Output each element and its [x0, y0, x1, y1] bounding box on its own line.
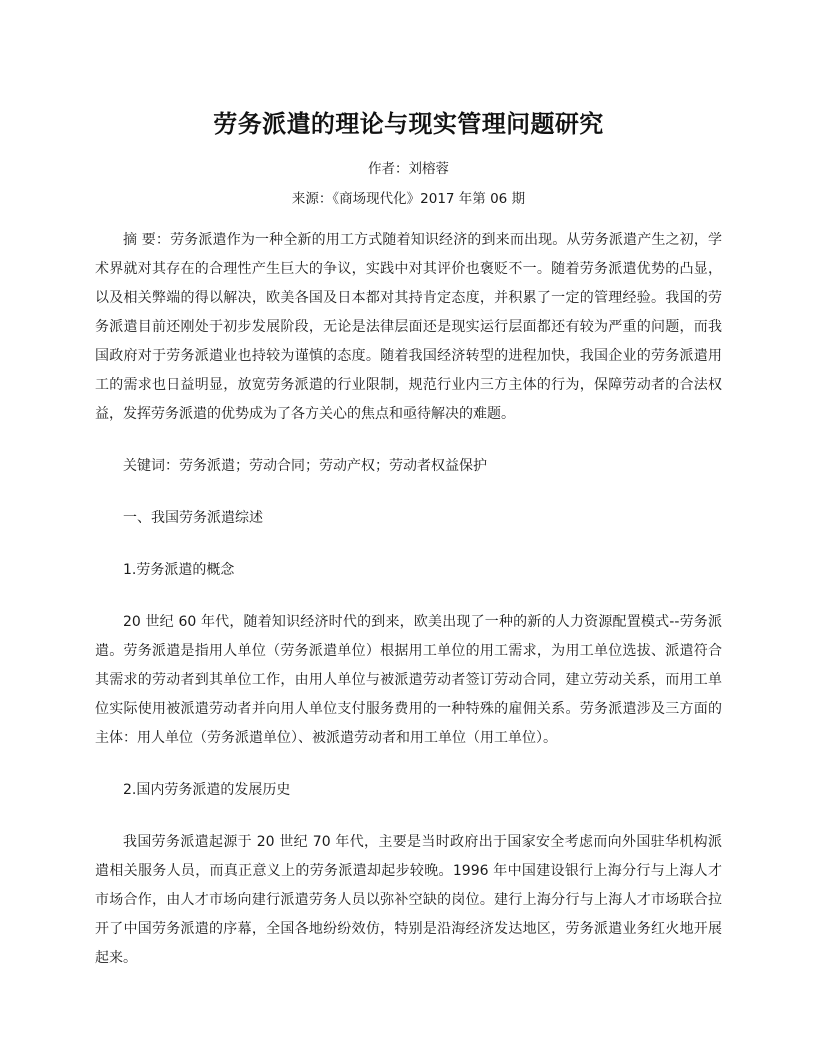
- subsection-heading-1: 1.劳务派遣的概念: [123, 562, 235, 578]
- document-body: [95, 209, 722, 973]
- page-title: 劳务派遣的理论与现实管理问题研究: [213, 110, 604, 138]
- keywords-line: 关键词：劳务派遣；劳动合同；劳动产权；劳动者权益保护: [123, 458, 487, 474]
- author-byline: 作者：刘榕蓉: [368, 161, 449, 177]
- subsection-2-paragraph: 我国劳务派遣起源于 20 世纪 70 年代，主要是当时政府出于国家安全考虑而向外国驻华机构派遣相关服务人员，而真正意义上的劳务派遣却起步较晚。1996 年中国建设银行上海分行与上海人才市场合作，由人才市场向建行派遣劳务人员以弥补空缺的岗位。建行上海分行与上海人才市场联合拉开了中国劳务派遣的序幕，全国各地纷纷效仿，特别是沿海经济发达地区，劳务派遣业务红火地开展起来。: [95, 834, 722, 966]
- abstract-paragraph: 摘 要：劳务派遣作为一种全新的用工方式随着知识经济的到来而出现。从劳务派遣产生之初，学术界就对其存在的合理性产生巨大的争议，实践中对其评价也褒贬不一。随着劳务派遣优势的凸显，以及相关弊端的得以解决，欧美各国及日本都对其持肯定态度，并积累了一定的管理经验。我国的劳务派遣目前还刚处于初步发展阶段，无论是法律层面还是现实运行层面都还有较为严重的问题，而我国政府对于劳务派遣业也持较为谨慎的态度。随着我国经济转型的进程加快，我国企业的劳务派遣用工的需求也日益明显，放宽劳务派遣的行业限制，规范行业内三方主体的行为，保障劳动者的合法权益，发挥劳务派遣的优势成为了各方关心的焦点和亟待解决的难题。: [95, 232, 722, 422]
- subsection-1-paragraph: 20 世纪 60 年代，随着知识经济时代的到来，欧美出现了一种的新的人力资源配置模式--劳务派遣。劳务派遣是指用人单位（劳务派遣单位）根据用工单位的用工需求，为用工单位选拔、派遣符合其需求的劳动者到其单位工作，由用人单位与被派遣劳动者签订劳动合同，建立劳动关系，而用工单位实际使用被派遣劳动者并向用人单位支付服务费用的一种特殊的雇佣关系。劳务派遣涉及三方面的主体：用人单位（劳务派遣单位）、被派遣劳动者和用工单位（用工单位）。: [95, 614, 722, 746]
- section-heading-1: 一、我国劳务派遣综述: [123, 510, 263, 526]
- subsection-heading-2: 2.国内劳务派遣的发展历史: [123, 782, 291, 798]
- document-content: [95, 0, 722, 973]
- source-citation: 来源：《商场现代化》2017 年第 06 期: [291, 191, 526, 207]
